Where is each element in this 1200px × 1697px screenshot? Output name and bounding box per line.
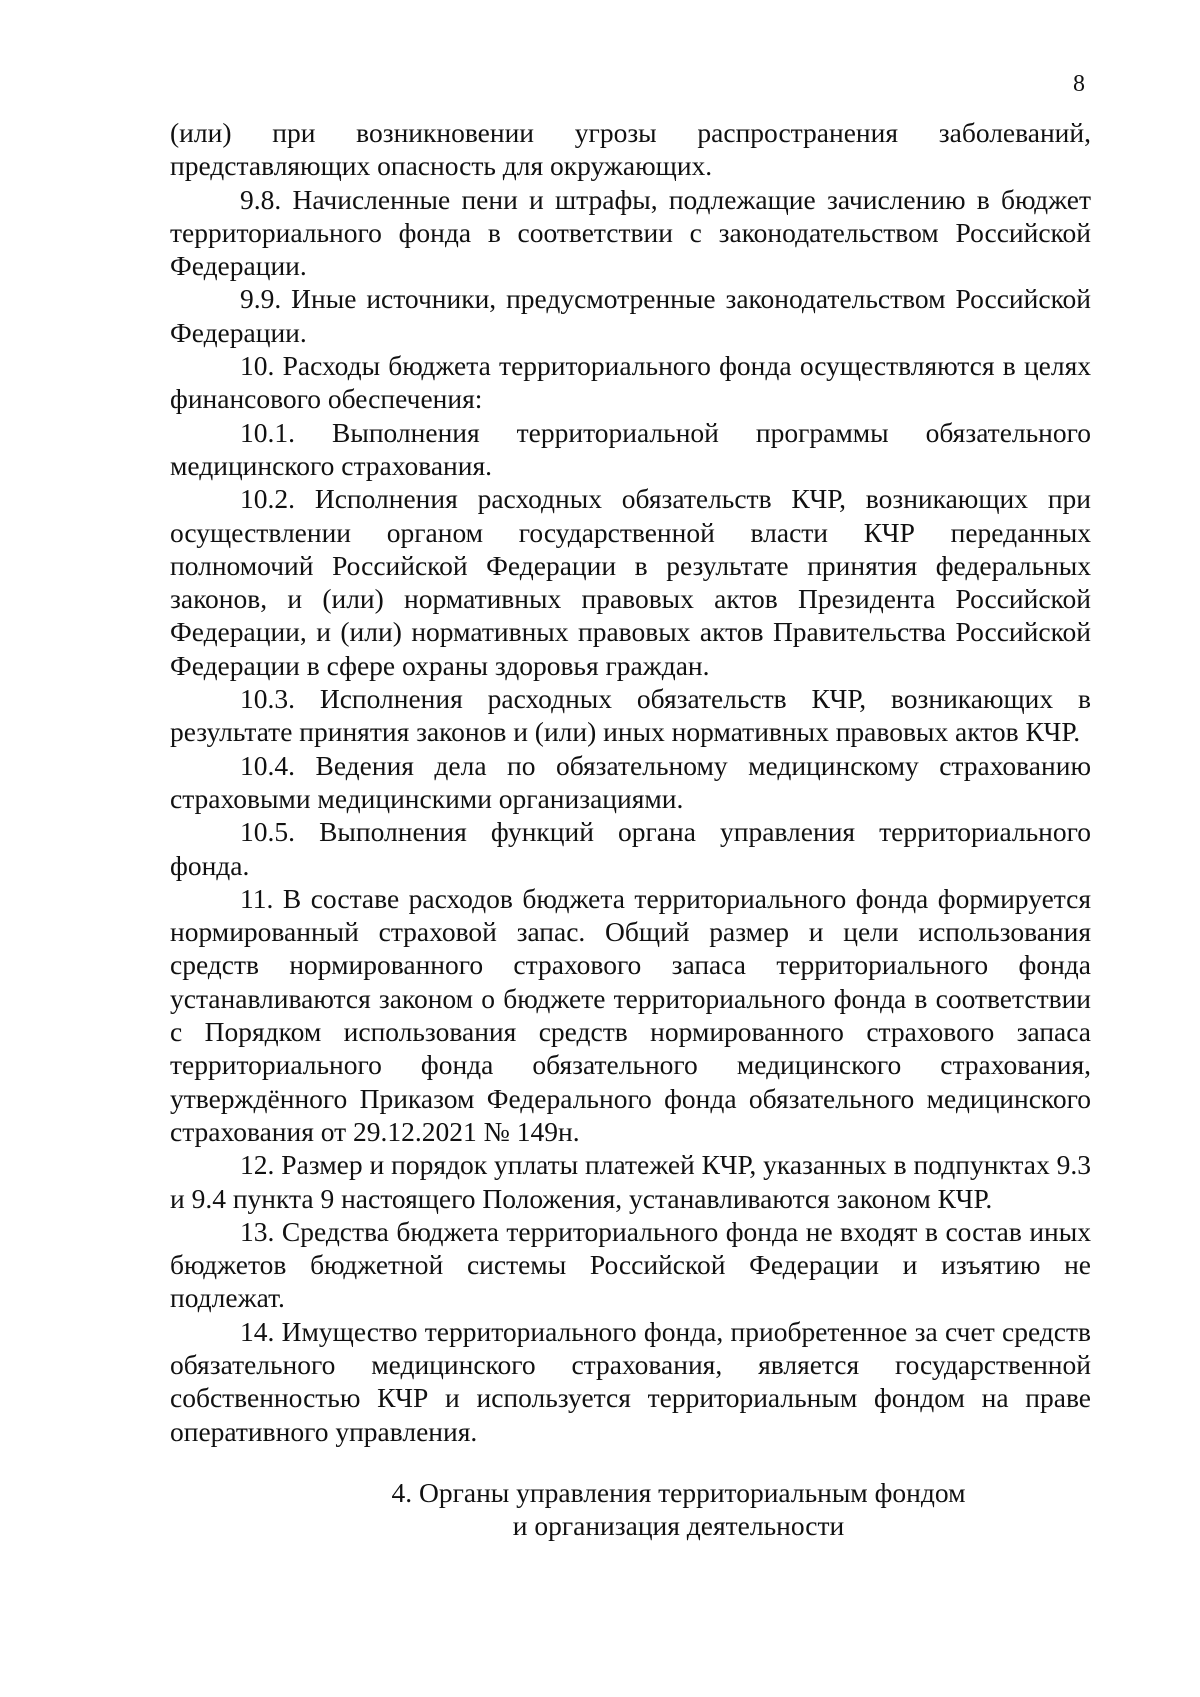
paragraph-11: 11. В составе расходов бюджета территориального фонда формируется нормированный страховой запас. Общий размер и цели использования средств нормированного страхового запаса территориального фонда устанавливаются законом о бюджете территориального фонда в соответствии с Порядком использования средств нормированного страхового запаса территориального фонда обязательного медицинского страхования, утверждённого Приказом Федерального фонда обязательного медицинского страхования от 29.12.2021 № 149н. <box>170 882 1091 1147</box>
paragraph-10-2: 10.2. Исполнения расходных обязательств КЧР, возникающих при осуществлении органом государственной власти КЧР переданных полномочий Российской Федерации в результате принятия федеральных законов, и (или) нормативных правовых актов Президента Российской Федерации, и (или) нормативных правовых актов Правительства Российской Федерации в сфере охраны здоровья граждан. <box>170 483 1091 681</box>
paragraph-10: 10. Расходы бюджета территориального фонда осуществляются в целях финансового обеспечения: <box>170 350 1091 415</box>
section-heading <box>170 1476 1091 1543</box>
paragraph-continuation: (или) при возникновении угрозы распространения заболеваний, представляющих опасность для окружающих. <box>170 117 1091 182</box>
paragraph-13: 13. Средства бюджета территориального фонда не входят в состав иных бюджетов бюджетной системы Российской Федерации и изъятию не подлежат. <box>170 1215 1091 1314</box>
section-heading-line-1: 4. Органы управления территориальным фондом <box>391 1477 966 1508</box>
paragraph-12: 12. Размер и порядок уплаты платежей КЧР, указанных в подпунктах 9.3 и 9.4 пункта 9 настоящего Положения, устанавливаются законом КЧР. <box>170 1149 1091 1214</box>
paragraph-10-5: 10.5. Выполнения функций органа управления территориального фонда. <box>170 816 1091 881</box>
paragraph-10-1: 10.1. Выполнения территориальной программы обязательного медицинского страхования. <box>170 416 1091 481</box>
paragraph-9-9: 9.9. Иные источники, предусмотренные законодательством Российской Федерации. <box>170 283 1091 348</box>
section-heading-line-2: и организация деятельности <box>512 1510 845 1542</box>
paragraph-10-3: 10.3. Исполнения расходных обязательств КЧР, возникающих в результате принятия законов и (или) иных нормативных правовых актов КЧР. <box>170 683 1091 748</box>
paragraph-14: 14. Имущество территориального фонда, приобретенное за счет средств обязательного медицинского страхования, является государственной собственностью КЧР и используется территориальным фондом на праве оперативного управления. <box>170 1315 1091 1447</box>
paragraph-9-8: 9.8. Начисленные пени и штрафы, подлежащие зачислению в бюджет территориального фонда в соответствии с законодательством Российской Федерации. <box>170 183 1091 282</box>
paragraph-10-4: 10.4. Ведения дела по обязательному медицинскому страхованию страховыми медицинскими организациями. <box>170 749 1091 814</box>
page-number: 8 <box>1073 71 1085 97</box>
document-body <box>170 116 1091 1448</box>
